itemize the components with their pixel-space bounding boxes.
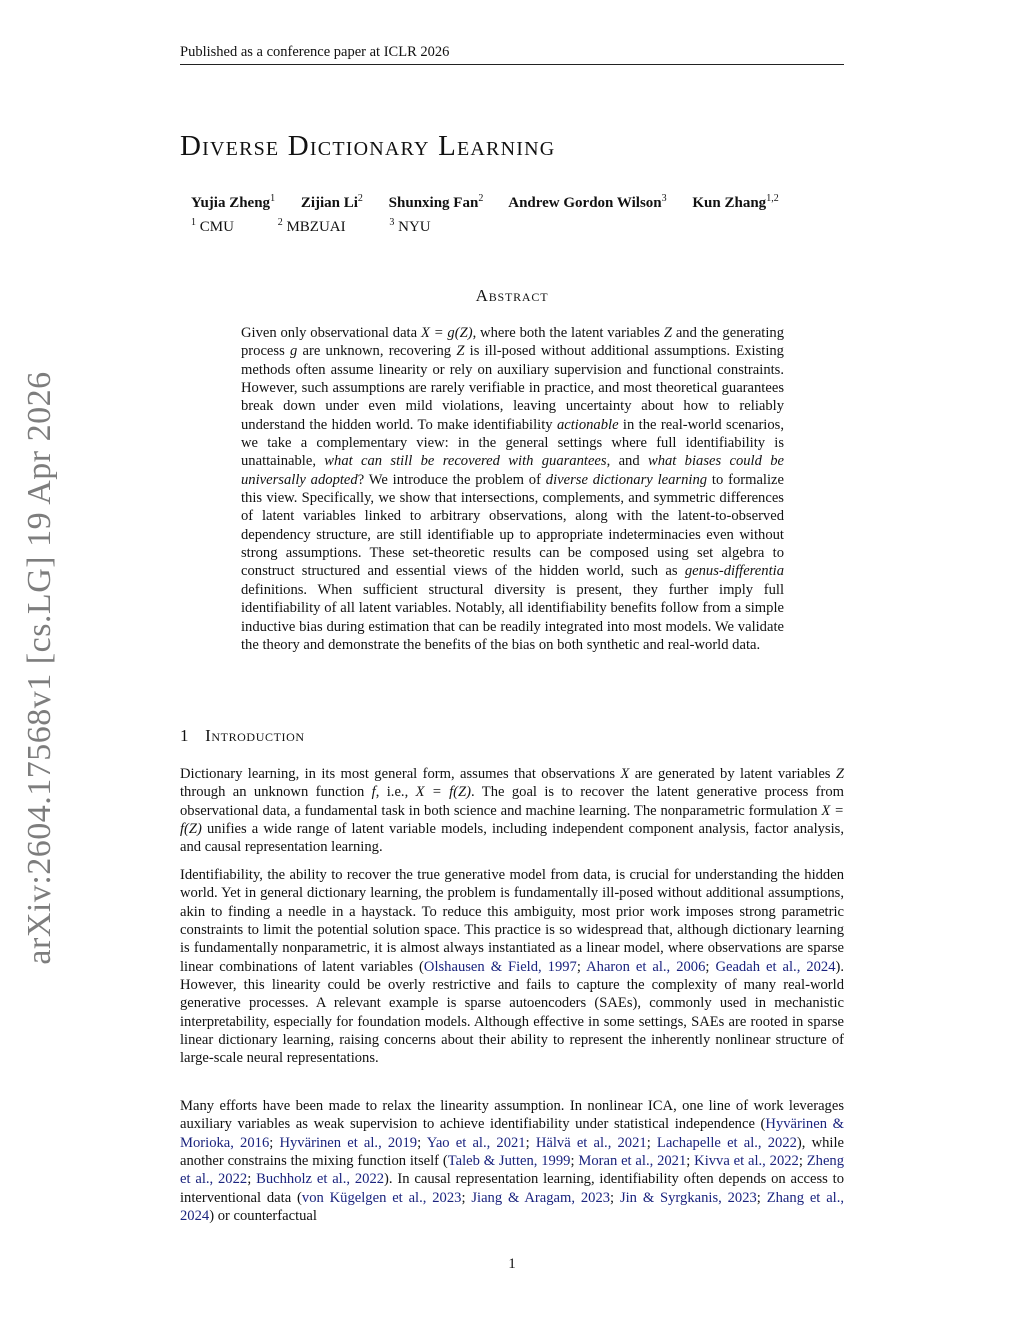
body-text: ) or counterfactual [209, 1208, 317, 1225]
citation-link[interactable]: Hälvä et al., 2021 [535, 1134, 647, 1151]
affiliation-mark: 1 [191, 217, 196, 228]
math-inline: X [620, 766, 630, 782]
author-name: Yujia Zheng [191, 195, 271, 211]
abstract-heading: Abstract [475, 286, 549, 305]
author-name: Zijian Li [300, 195, 358, 211]
affiliation-name: NYU [398, 219, 431, 235]
intro-paragraph-2 [180, 866, 844, 1068]
emphasis: what biases could be universally adopted [241, 453, 784, 488]
body-text: through an unknown function [180, 784, 372, 801]
citation-separator: ; [417, 1134, 427, 1151]
math-inline: g [289, 343, 298, 360]
citation-separator: ; [610, 1189, 620, 1206]
math-inline: X = f(Z) [415, 784, 472, 801]
citation-link[interactable]: Kivva et al., 2022 [694, 1153, 799, 1170]
author-name: Andrew Gordon Wilson [508, 195, 662, 211]
affiliation-1 [191, 219, 254, 235]
author-affil-mark: 2 [357, 193, 363, 204]
body-text: unifies a wide range of latent variable models, including independent component analysis, factor analysis, and causal representation learning. [180, 821, 844, 856]
body-text: ), while another constrains the mixing function itself ( [180, 1134, 845, 1170]
citation-link[interactable]: Zheng et al., 2022 [180, 1153, 845, 1188]
citation-link[interactable]: Moran et al., 2021 [578, 1153, 687, 1170]
citation-separator: ; [646, 1134, 657, 1151]
author-2 [301, 195, 363, 211]
affiliation-name: MBZUAI [286, 219, 346, 235]
author-affil-mark: 2 [478, 193, 484, 204]
author-name: Kun Zhang [692, 195, 767, 211]
author-affil-mark: 1,2 [766, 193, 779, 204]
citation-separator: ; [756, 1189, 767, 1206]
paper-title: Diverse Dictionary Learning [180, 130, 556, 162]
citation-separator: ; [269, 1134, 280, 1151]
author-1 [191, 195, 275, 211]
citation-link[interactable]: Buchholz et al., 2022 [256, 1171, 385, 1188]
abstract-text: in the real-world scenarios, we take a complementary view: in the general settings where full identifiability is unattainable, [241, 416, 784, 470]
citation-link[interactable]: Taleb & Jutten, 1999 [447, 1153, 571, 1170]
citation-separator: ; [798, 1153, 807, 1170]
author-5 [692, 195, 778, 211]
body-text: Identifiability, the ability to recover the true generative model from data, is crucial for understanding the hidden world. Yet in general dictionary learning, the problem is fundamentally ill-posed without additional assumptions, akin to finding a needle in a haystack. To reduce this ambiguity, most prior work imposes strong parametric constraints to limit the potential solution space. This practice is so widespread that, although dictionary learning is fundamentally nonparametric, it is almost always instantiated as a linear model, where observations are sparse linear combinations of latent variables ( [180, 867, 844, 975]
intro-paragraph-1 [180, 765, 844, 857]
citation-link[interactable]: Hyvärinen & Morioka, 2016 [180, 1116, 844, 1151]
citation-link[interactable]: Olshausen & Field, 1997 [423, 958, 577, 975]
citation-link[interactable]: Geadah et al., 2024 [715, 958, 836, 975]
abstract-text: , where both the latent variables [472, 325, 664, 341]
body-text: Dictionary learning, in its most general form, assumes that observations [180, 766, 621, 782]
emphasis: what can still be recovered with guarantees [324, 453, 607, 470]
page-number: 1 [508, 1256, 516, 1272]
math-inline: Z [835, 766, 844, 782]
math-inline: Z [663, 325, 672, 341]
affiliation-mark: 3 [389, 217, 395, 228]
citation-separator: ; [247, 1171, 257, 1188]
body-text: Many efforts have been made to relax the linearity assumption. In nonlinear ICA, one line of work leverages auxiliary variables as weak supervision to achieve identifiability under statistical independence ( [180, 1098, 844, 1133]
emphasis: genus-differentia [684, 563, 784, 580]
author-affil-mark: 3 [661, 193, 667, 204]
running-head: Published as a conference paper at ICLR 2026 [180, 44, 844, 65]
citation-separator: ; [686, 1153, 695, 1170]
citation-separator: ; [461, 1189, 472, 1206]
citation-link[interactable]: von Kügelgen et al., 2023 [301, 1189, 462, 1206]
citation-link[interactable]: Zhang et al., 2024 [180, 1189, 845, 1225]
abstract-text: , and [606, 453, 648, 470]
body-text: . The goal is to recover the latent generative process from observational data, a fundamental task in both science and machine learning. The nonparametric formulation [180, 784, 844, 819]
emphasis: diverse dictionary learning [545, 471, 708, 488]
body-text: ). In causal representation learning, identifiability often depends on access to interventional data ( [180, 1171, 844, 1206]
abstract-text: Given only observational data [241, 325, 421, 341]
citation-link[interactable]: Yao et al., 2021 [426, 1134, 526, 1151]
author-3 [389, 195, 484, 211]
affiliation-3 [389, 219, 450, 235]
author-4 [508, 195, 666, 211]
affiliation-list [191, 217, 471, 236]
abstract-text: are unknown, recovering [297, 343, 457, 360]
citation-separator: ; [570, 1153, 579, 1170]
citation-separator: ; [576, 958, 587, 975]
abstract-text: to formalize this view. Specifically, we show that intersections, complements, and symmetric differences of latent variables linked to arbitrary observations, along with the latent-to-observed dependency structure, are still identifiable up to appropriate indeterminacies even without strong assumptions. These set-theoretic results can be composed using set algebra to construct structured and essential views of the hidden world, such as [241, 471, 784, 580]
body-text: are generated by latent variables [629, 766, 836, 782]
math-inline: X = g(Z) [420, 325, 473, 341]
citation-link[interactable]: Jiang & Aragam, 2023 [471, 1189, 611, 1206]
citation-separator: ; [705, 958, 716, 975]
affiliation-name: CMU [199, 219, 234, 235]
body-text: ). However, this linearity could be overly restrictive and fails to capture the complexity of many real-world generative processes. A relevant example is sparse autoencoders (SAEs), commonly used in mechanistic interpretability, especially for foundation models. Although effective in some settings, SAEs are rooted in sparse linear dictionary learning, raising concerns about their ability to represent the inherently nonlinear structure of large-scale neural representations. [180, 958, 845, 1067]
math-inline: Z [456, 343, 465, 360]
section-title: Introduction [205, 726, 305, 745]
body-text: , i.e., [375, 784, 416, 801]
author-list [191, 193, 801, 212]
intro-paragraph-3 [180, 1097, 844, 1225]
citation-link[interactable]: Jin & Syrgkanis, 2023 [619, 1189, 757, 1206]
emphasis: actionable [556, 416, 619, 433]
abstract-body [241, 324, 784, 654]
abstract-text: ? We introduce the problem of [357, 471, 546, 488]
author-affil-mark: 1 [270, 193, 276, 204]
affiliation-mark: 2 [277, 217, 283, 228]
math-inline: X = f(Z) [180, 802, 844, 838]
abstract-text: definitions. When sufficient structural diversity is present, they further imply full identifiability of all latent variables. Notably, all identifiability benefits follow from a simple inductive bias during estimation that can be readily integrated into most models. We validate the theory and demonstrate the benefits of the bias on both synthetic and real-world data. [241, 581, 784, 653]
section-number: 1 [180, 726, 190, 745]
math-inline: f [371, 784, 376, 801]
abstract-text: is ill-posed without additional assumptions. Existing methods often assume linearity or rely on auxiliary supervision and functional constraints. However, such assumptions are rarely verifiable in practice, and most theoretical guarantees break down under even mild violations, leaving uncertainty about how to reliably understand the hidden world. To make identifiability [241, 343, 784, 433]
citation-link[interactable]: Aharon et al., 2006 [586, 958, 706, 975]
section-heading-introduction [180, 726, 305, 746]
citation-link[interactable]: Lachapelle et al., 2022 [656, 1134, 797, 1151]
author-name: Shunxing Fan [388, 195, 479, 211]
arxiv-identifier[interactable]: arXiv:2604.17568v1 [cs.LG] 19 Apr 2026 [21, 371, 58, 965]
citation-separator: ; [525, 1134, 536, 1151]
abstract-text: and the generating process [241, 325, 785, 360]
affiliation-2 [278, 219, 366, 235]
citation-link[interactable]: Hyvärinen et al., 2019 [279, 1134, 418, 1151]
